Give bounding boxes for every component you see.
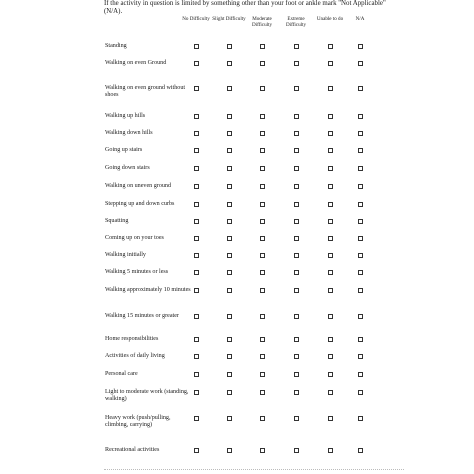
activity-label: Going down stairs [105,165,150,171]
checkbox-moderate-difficulty[interactable] [260,166,265,171]
checkbox-not-applicable[interactable] [358,416,363,421]
checkbox-slight-difficulty[interactable] [227,131,232,136]
checkbox-unable-to-do[interactable] [328,61,333,66]
checkbox-moderate-difficulty[interactable] [260,184,265,189]
page-footer-divider [104,469,404,471]
activity-label: Squatting [105,218,129,224]
checkbox-slight-difficulty[interactable] [227,354,232,359]
checkbox-no-difficulty[interactable] [194,61,199,66]
checkbox-extreme-difficulty[interactable] [294,416,299,421]
checkbox-unable-to-do[interactable] [328,184,333,189]
checkbox-extreme-difficulty[interactable] [294,86,299,91]
checkbox-extreme-difficulty[interactable] [294,314,299,319]
checkbox-not-applicable[interactable] [358,219,363,224]
checkbox-moderate-difficulty[interactable] [260,202,265,207]
checkbox-slight-difficulty[interactable] [227,114,232,119]
checkbox-extreme-difficulty[interactable] [294,184,299,189]
checkbox-moderate-difficulty[interactable] [260,416,265,421]
checkbox-moderate-difficulty[interactable] [260,253,265,258]
checkbox-no-difficulty[interactable] [194,314,199,319]
checkbox-unable-to-do[interactable] [328,44,333,49]
activity-label: Coming up on your toes [105,235,164,241]
checkbox-extreme-difficulty[interactable] [294,202,299,207]
activity-label: Activities of daily living [105,353,165,359]
activity-label: Home responsibilities [105,336,159,342]
checkbox-slight-difficulty[interactable] [227,314,232,319]
checkbox-no-difficulty[interactable] [194,236,199,241]
checkbox-no-difficulty[interactable] [194,288,199,293]
checkbox-no-difficulty[interactable] [194,184,199,189]
checkbox-slight-difficulty[interactable] [227,219,232,224]
checkbox-unable-to-do[interactable] [328,86,333,91]
activity-label: Recreational activities [105,447,160,453]
activity-label: Walking on even ground without shoes [105,85,186,99]
checkbox-no-difficulty[interactable] [194,166,199,171]
checkbox-extreme-difficulty[interactable] [294,131,299,136]
checkbox-extreme-difficulty[interactable] [294,253,299,258]
checkbox-unable-to-do[interactable] [328,236,333,241]
checkbox-not-applicable[interactable] [358,314,363,319]
activity-label: Walking on uneven ground [105,183,172,189]
checkbox-unable-to-do[interactable] [328,148,333,153]
checkbox-extreme-difficulty[interactable] [294,166,299,171]
checkbox-not-applicable[interactable] [358,166,363,171]
checkbox-unable-to-do[interactable] [328,337,333,342]
checkbox-extreme-difficulty[interactable] [294,236,299,241]
checkbox-slight-difficulty[interactable] [227,288,232,293]
activity-label: Personal care [105,371,138,377]
checkbox-moderate-difficulty[interactable] [260,314,265,319]
checkbox-extreme-difficulty[interactable] [294,288,299,293]
activity-label: Standing [105,43,127,49]
checkbox-slight-difficulty[interactable] [227,44,232,49]
checkbox-unable-to-do[interactable] [328,270,333,275]
checkbox-slight-difficulty[interactable] [227,253,232,258]
checkbox-extreme-difficulty[interactable] [294,44,299,49]
activity-label: Walking down hills [105,130,153,136]
checkbox-moderate-difficulty[interactable] [260,114,265,119]
checkbox-moderate-difficulty[interactable] [260,236,265,241]
checkbox-slight-difficulty[interactable] [227,372,232,377]
checkbox-not-applicable[interactable] [358,448,363,453]
activity-label: Going up stairs [105,147,143,153]
checkbox-moderate-difficulty[interactable] [260,448,265,453]
checkbox-not-applicable[interactable] [358,86,363,91]
checkbox-no-difficulty[interactable] [194,44,199,49]
checkbox-no-difficulty[interactable] [194,390,199,395]
checkbox-slight-difficulty[interactable] [227,390,232,395]
column-header-no-difficulty: No Difficulty [182,16,210,22]
activity-label: Walking approximately 10 minutes [105,287,191,293]
checkbox-extreme-difficulty[interactable] [294,337,299,342]
checkbox-slight-difficulty[interactable] [227,416,232,421]
checkbox-moderate-difficulty[interactable] [260,390,265,395]
checkbox-not-applicable[interactable] [358,253,363,258]
checkbox-slight-difficulty[interactable] [227,236,232,241]
checkbox-slight-difficulty[interactable] [227,448,232,453]
checkbox-slight-difficulty[interactable] [227,270,232,275]
activity-label: Stepping up and down curbs [105,201,175,207]
checkbox-not-applicable[interactable] [358,270,363,275]
checkbox-no-difficulty[interactable] [194,354,199,359]
checkbox-not-applicable[interactable] [358,202,363,207]
checkbox-no-difficulty[interactable] [194,337,199,342]
checkbox-extreme-difficulty[interactable] [294,354,299,359]
checkbox-no-difficulty[interactable] [194,270,199,275]
checkbox-slight-difficulty[interactable] [227,202,232,207]
checkbox-unable-to-do[interactable] [328,448,333,453]
column-header-slight-difficulty: Slight Difficulty [212,16,246,22]
checkbox-no-difficulty[interactable] [194,114,199,119]
checkbox-no-difficulty[interactable] [194,416,199,421]
checkbox-not-applicable[interactable] [358,114,363,119]
checkbox-not-applicable[interactable] [358,372,363,377]
checkbox-moderate-difficulty[interactable] [260,148,265,153]
checkbox-no-difficulty[interactable] [194,253,199,258]
checkbox-not-applicable[interactable] [358,61,363,66]
checkbox-moderate-difficulty[interactable] [260,131,265,136]
activity-label: Walking 15 minutes or greater [105,313,179,319]
checkbox-extreme-difficulty[interactable] [294,219,299,224]
column-header-unable-to-do: Unable to do [316,16,344,22]
activity-label: Walking initially [105,252,146,258]
checkbox-no-difficulty[interactable] [194,86,199,91]
checkbox-not-applicable[interactable] [358,337,363,342]
checkbox-moderate-difficulty[interactable] [260,288,265,293]
checkbox-not-applicable[interactable] [358,288,363,293]
checkbox-no-difficulty[interactable] [194,131,199,136]
checkbox-not-applicable[interactable] [358,148,363,153]
checkbox-moderate-difficulty[interactable] [260,61,265,66]
checkbox-no-difficulty[interactable] [194,372,199,377]
checkbox-no-difficulty[interactable] [194,448,199,453]
checkbox-unable-to-do[interactable] [328,354,333,359]
checkbox-unable-to-do[interactable] [328,131,333,136]
checkbox-extreme-difficulty[interactable] [294,114,299,119]
checkbox-unable-to-do[interactable] [328,202,333,207]
checkbox-not-applicable[interactable] [358,184,363,189]
checkbox-unable-to-do[interactable] [328,253,333,258]
column-header-moderate-difficulty: Moderate Difficulty [252,16,272,28]
checkbox-no-difficulty[interactable] [194,202,199,207]
checkbox-not-applicable[interactable] [358,131,363,136]
checkbox-moderate-difficulty[interactable] [260,86,265,91]
checkbox-not-applicable[interactable] [358,390,363,395]
activity-label: Light to moderate work (standing, walking) [105,389,189,403]
checkbox-no-difficulty[interactable] [194,148,199,153]
checkbox-slight-difficulty[interactable] [227,61,232,66]
activity-label: Heavy work (push/pulling, climbing, carrying) [105,415,171,429]
checkbox-not-applicable[interactable] [358,354,363,359]
checkbox-unable-to-do[interactable] [328,314,333,319]
checkbox-extreme-difficulty[interactable] [294,270,299,275]
checkbox-unable-to-do[interactable] [328,114,333,119]
checkbox-moderate-difficulty[interactable] [260,337,265,342]
checkbox-moderate-difficulty[interactable] [260,372,265,377]
checkbox-extreme-difficulty[interactable] [294,448,299,453]
activity-label: Walking 5 minutes or less [105,269,169,275]
activity-label: Walking on even Ground [105,60,167,66]
checkbox-unable-to-do[interactable] [328,416,333,421]
checkbox-extreme-difficulty[interactable] [294,390,299,395]
column-header-extreme-difficulty: Extreme Difficulty [286,16,306,28]
checkbox-unable-to-do[interactable] [328,390,333,395]
checkbox-not-applicable[interactable] [358,236,363,241]
checkbox-unable-to-do[interactable] [328,219,333,224]
activity-label: Walking up hills [105,113,146,119]
checkbox-slight-difficulty[interactable] [227,337,232,342]
checkbox-slight-difficulty[interactable] [227,86,232,91]
checkbox-extreme-difficulty[interactable] [294,61,299,66]
checkbox-not-applicable[interactable] [358,44,363,49]
checkbox-extreme-difficulty[interactable] [294,372,299,377]
checkbox-moderate-difficulty[interactable] [260,354,265,359]
checkbox-moderate-difficulty[interactable] [260,270,265,275]
checkbox-slight-difficulty[interactable] [227,166,232,171]
checkbox-slight-difficulty[interactable] [227,148,232,153]
checkbox-unable-to-do[interactable] [328,166,333,171]
column-header-not-applicable: N/A [355,16,365,22]
checkbox-no-difficulty[interactable] [194,219,199,224]
instruction-text: If the activity in question is limited by something other than your foot or ankle mark "Not Applicable" (N/A). [104,0,386,16]
checkbox-unable-to-do[interactable] [328,288,333,293]
checkbox-unable-to-do[interactable] [328,372,333,377]
checkbox-moderate-difficulty[interactable] [260,219,265,224]
checkbox-extreme-difficulty[interactable] [294,148,299,153]
checkbox-moderate-difficulty[interactable] [260,44,265,49]
checkbox-slight-difficulty[interactable] [227,184,232,189]
